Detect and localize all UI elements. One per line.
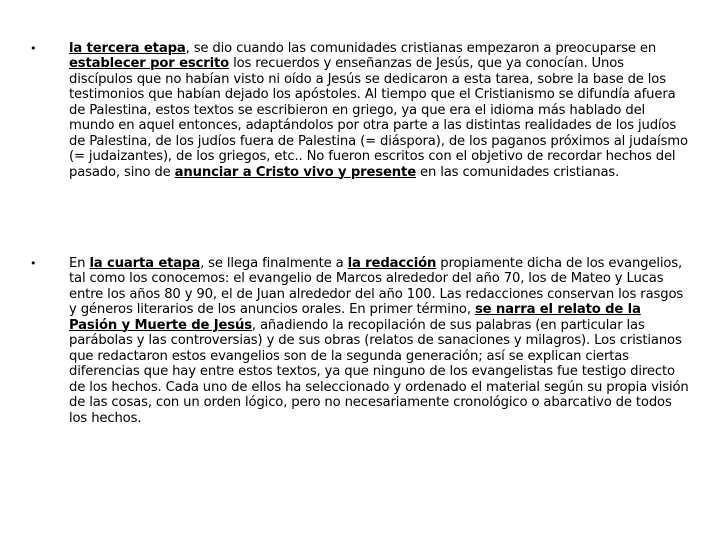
emphasized-phrase: la cuarta etapa	[89, 256, 201, 271]
emphasized-phrase: la tercera etapa	[69, 41, 186, 56]
emphasized-phrase: anunciar a Cristo vivo y presente	[174, 164, 416, 180]
text-run: , añadiendo la recopilación de sus palabras (en particular las parábolas y las controversias) y de sus obras (relatos de sanaciones y milagros). Los cristianos que redactaron estos evangelios son de la segunda generación; así se explican ciertas diferencias que hay entre estos textos, ya que ninguno de los evangelistas fue testigo directo de los hechos. Cada uno de ellos ha seleccionado y ordenado el material según su propia visión de las cosas, con un orden lógico, pero no necesariamente cronológico o abarcativo de todos los hechos.	[69, 317, 689, 426]
text-run: propiamente dicha de los evangelios, tal como los conocemos: el evangelio de Marcos alrededor del año 70, los de Mateo y Lucas entre los años 80 y 90, el de Juan alrededor del año 100. Las redacciones conservan los rasgos y géneros literarios de los anuncios orales. En primer término,	[69, 256, 684, 318]
emphasized-phrase: se narra el relato de la Pasión y Muerte de Jesús	[69, 302, 641, 333]
bullet-item-tercera-etapa	[30, 41, 690, 180]
text-run: en las comunidades cristianas.	[415, 164, 620, 180]
paragraph-tercera-etapa	[69, 41, 690, 180]
emphasized-phrase: establecer por escrito	[69, 56, 230, 72]
text-run: los recuerdos y enseñanzas de Jesús, que ya conocían. Unos discípulos que no habían visto ni oído a Jesús se dedicaron a esta tarea, sobre la base de los testimonios que habían dejado los apóstoles. Al tiempo que el Cristianismo se difundía afuera de Palestina, estos textos se escribieron en griego, ya que era el idioma más hablado del mundo en aquel entonces, adaptándolos por otra parte a las distintas realidades de los judíos de Palestina, de los judíos fuera de Palestina (= diáspora), de los paganos próximos al judaísmo (= judaizantes), de los griegos, etc.. No fueron escritos con el objetivo de recordar hechos del pasado, sino de	[69, 56, 688, 180]
paragraph-cuarta-etapa	[69, 256, 690, 426]
text-run: , se llega finalmente a	[200, 256, 348, 271]
text-run: , se dio cuando las comunidades cristianas empezaron a preocuparse en	[185, 41, 657, 56]
bullet-dot: •	[30, 257, 37, 270]
emphasized-phrase: la redacción	[347, 256, 437, 271]
text-run: En	[69, 256, 90, 271]
bullet-item-cuarta-etapa	[30, 256, 690, 426]
bullet-dot: •	[30, 42, 37, 55]
